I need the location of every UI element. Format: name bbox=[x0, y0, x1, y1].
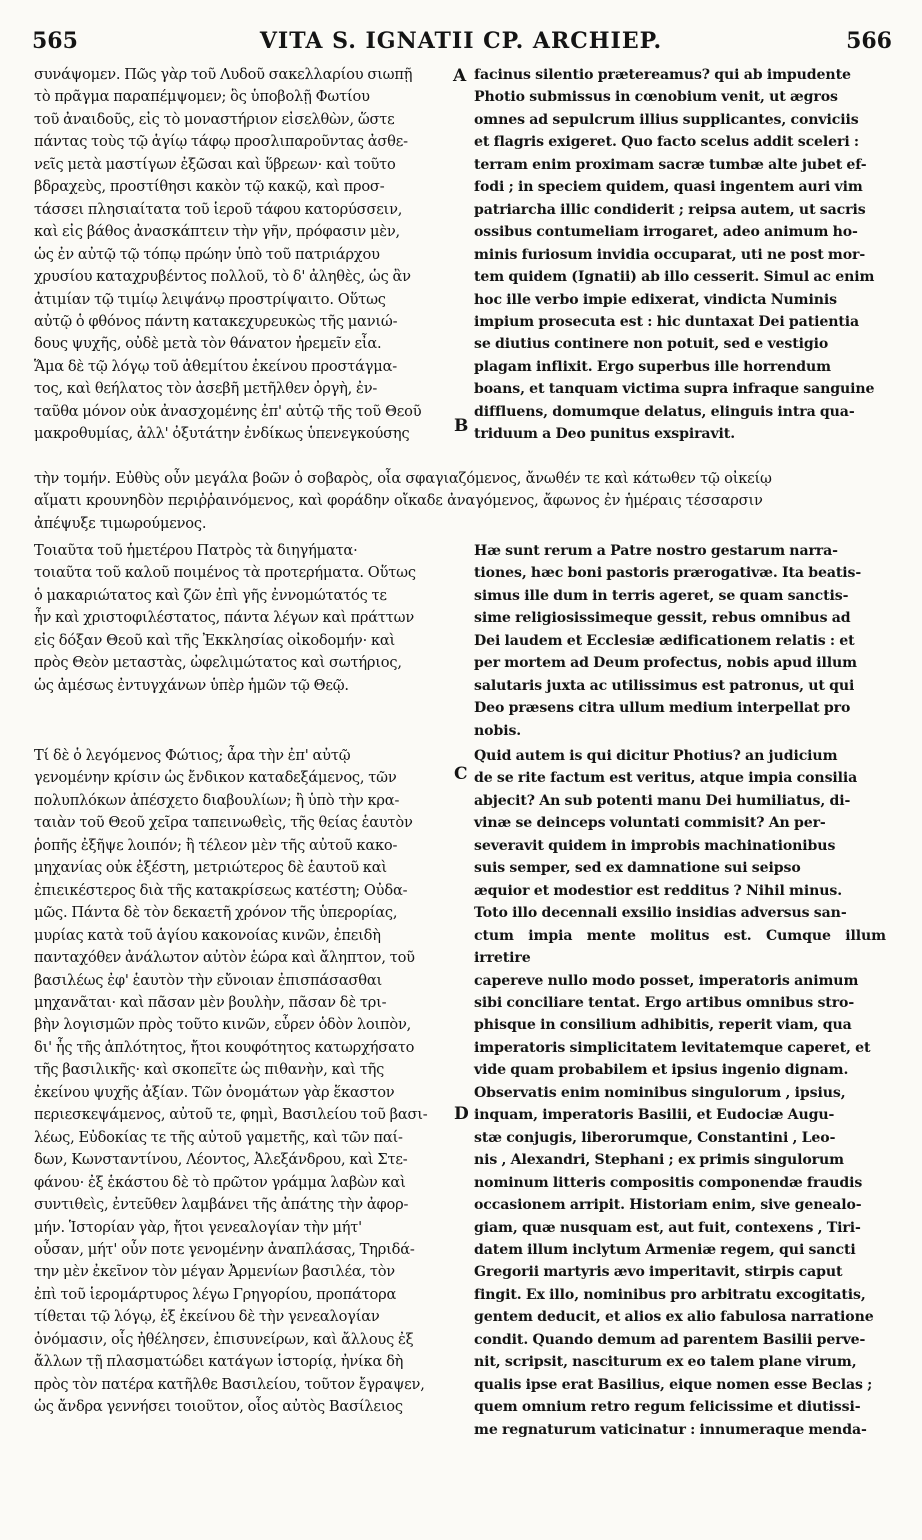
latin-paragraph: Quid autem is qui dicitur Photius? an judicium de se rite factum est veritus, atque impia consilia abjecit? An sub potenti manu Dei humiliatus, di- vinæ se deinceps voluntati commisit? An per- severavit quidem in improbis machinationibus suis semper, sed ex damnatione sui seipso æquior et modestior est redditus ? Nihil minus. Toto illo decennali exsilio insidias adversus san- ctum impia mente molitus est. Cumque illum irretire capereve nullo modo posset, imperatoris animum sibi conciliare tentat. Ergo artibus omnibus stro- phisque in consilium adhibitis, reperit viam, qua imperatoris simplicitatem levitatemque caperet, et vide quam probabilem et ipsius ingenio dignam. Observatis enim nominibus singulorum , ipsius, inquam, imperatoris Basilii, et Eudociæ Augu- stæ conjugis, liberorumque, Constantini , Leo- nis , Alexandri, Stephani ; ex primis singulorum nominum litteris compositis componendæ fraudis occasionem arripit. Historiam enim, sive genealo- giam, quæ nusquam est, aut fuit, contexens , Tiri- datem illum inclytum Armeniæ regem, qui sancti Gregorii martyris ævo imperitavit, stirpis caput fingit. Ex illo, nominibus pro arbitratu excogitatis, gentem deducit, et alios ex alio fabulosa narratione condit. Quando demum ad parentem Basilii perve- nit, scripsit, nasciturum ex eo talem plane virum, qualis ipse erat Basilius, eique nomen esse Beclas ; quem omnium retro regum felicissime et diutissi- me regnaturum vaticinatur : innumeraque menda- bbox=[474, 748, 886, 1438]
greek-column-mid bbox=[34, 540, 454, 697]
margin-marker-c: C bbox=[454, 764, 468, 784]
latin-column-top bbox=[474, 64, 886, 446]
margin-marker-a: A bbox=[453, 66, 467, 86]
greek-paragraph: Τοιαῦτα τοῦ ἡμετέρου Πατρὸς τὰ διηγήματα· τοιαῦτα τοῦ καλοῦ ποιμένος τὰ προτερήματα. Οὕτως ὁ μακαριώτατος καὶ ζῶν ἐπὶ γῆς ἐννομώτατός τε ἦν καὶ χριστοφιλέστατος, πάντα λέγων καὶ πράττων εἰς δόξαν Θεοῦ καὶ τῆς Ἐκκλησίας οἰκοδομήν· καὶ πρὸς Θεὸν μεταστὰς, ὠφελιμώτατος καὶ σωτήριος, ὡς ἀμέσως ἐντυγχάνων ὑπὲρ ἡμῶν τῷ Θεῷ. bbox=[34, 542, 416, 694]
page-number-left: 565 bbox=[32, 28, 78, 54]
latin-column-bottom bbox=[474, 745, 886, 1441]
page-number-right: 566 bbox=[846, 28, 892, 54]
greek-column-top bbox=[34, 64, 454, 446]
greek-paragraph: συνάψομεν. Πῶς γὰρ τοῦ Λυδοῦ σακελλαρίου σιωπῇ τὸ πρᾶγμα παραπέμψομεν; ὃς ὑποβολῇ Φωτίου τοῦ ἀναιδοῦς, εἰς τὸ μοναστήριον εἰσελθὼν, ὥστε πάντας τοὺς τῷ ἁγίῳ τάφῳ προσλιπαροῦντας ἀσθε- νεῖς μετὰ μαστίγων ἐξῶσαι καὶ ὕβρεων· καὶ τοῦτο βδραχεὺς, προστίθησι κακὸν τῷ κακῷ, καὶ προσ- τάσσει πλησιαίτατα τοῦ ἱεροῦ τάφου κατορύσσειν, καὶ εἰς βάθος ἀνασκάπτειν τὴν γῆν, πρόφασιν μὲν, ὡς ἐν αὐτῷ τῷ τόπῳ πρώην ὑπὸ τοῦ πατριάρχου χρυσίου καταχρυβέντος πολλοῦ, τὸ δ' ἀληθὲς, ὡς ἂν ἀτιμίαν τῷ τιμίῳ λειψάνῳ προστρίψαιτο. Οὕτως αὐτῷ ὁ φθόνος πάντη κατακεχυρευκὼς τῆς μανιώ- δους ψυχῆς, οὐδὲ μετὰ τὸν θάνατον ἠρεμεῖν εἶα. Ἅμα δὲ τῷ λόγῳ τοῦ ἀθεμίτου ἐκείνου προστάγμα- τος, καὶ θεήλατος τὸν ἀσεβῆ μετῆλθεν ὀργὴ, ἐν- ταῦθα μόνον οὐκ ἀνασχομένης ἐπ' αὐτῷ τῆς τοῦ Θεοῦ μακροθυμίας, ἀλλ' ὀξυτάτην ἐνδίκως ὑπενεγκούσης bbox=[34, 66, 422, 443]
margin-marker-d: D bbox=[454, 1104, 469, 1124]
greek-full-width: τὴν τομήν. Εὐθὺς οὖν μεγάλα βοῶν ὁ σοβαρὸς, οἷα σφαγιαζόμενος, ἄνωθέν τε καὶ κάτωθεν τῷ οἰκείῳ αἵματι κρουνηδὸν περιῤῥαινόμενος, καὶ φοράδην οἴκαδε ἀναγόμενος, ἄφωνος ἐν ἡμέραις τέσσαρσιν ἀπέψυξε τιμωρούμενος. bbox=[34, 470, 772, 532]
latin-paragraph: facinus silentio prætereamus? qui ab impudente Photio submissus in cœnobium venit, ut ægros omnes ad sepulcrum illius supplicantes, conviciis et flagris exigeret. Quo facto scelus addit sceleri : terram enim proximam sacræ tumbæ alte jubet ef- fodi ; in speciem quidem, quasi ingentem auri vim patriarcha illic condiderit ; reipsa autem, ut sacris ossibus contumeliam irrogaret, adeo animum ho- minis furiosum invidia occuparat, uti ne post mor- tem quidem (Ignatii) ab illo cesserit. Simul ac enim hoc ille verbo impie edixerat, vindicta Numinis impium prosecuta est : hic duntaxat Dei patientia se diutius continere non potuit, sed e vestigio plagam inflixit. Ergo superbus ille horrendum boans, et tanquam victima supra infraque sanguine diffluens, domumque delatus, elinguis intra qua- triduum a Deo punitus exspiravit. bbox=[474, 67, 875, 443]
running-title: VITA S. IGNATII CP. ARCHIEP. bbox=[259, 28, 663, 54]
greek-column-bottom bbox=[34, 745, 454, 1419]
latin-column-mid bbox=[474, 540, 886, 742]
running-header bbox=[0, 10, 922, 54]
latin-paragraph: Hæ sunt rerum a Patre nostro gestarum narra- tiones, hæc boni pastoris prærogativæ. Ita beatis- simus ille dum in terris ageret, se quam sanctis- sime religiosissimeque gessit, rebus omnibus ad Dei laudem et Ecclesiæ ædificationem relatis : et per mortem ad Deum profectus, nobis apud illum salutaris juxta ac utilissimus est patronus, ut qui Deo præsens citra ullum medium interpellat pro nobis. bbox=[474, 543, 862, 739]
margin-marker-b: B bbox=[454, 416, 469, 436]
greek-paragraph: Τί δὲ ὁ λεγόμενος Φώτιος; ἆρα τὴν ἐπ' αὐτῷ γενομένην κρίσιν ὡς ἔνδικον καταδεξάμενος, τῶν πολυπλόκων ἀπέσχετο διαβουλίων; ἢ ὑπὸ τὴν κρα- ταιὰν τοῦ Θεοῦ χεῖρα ταπεινωθεὶς, τῆς θείας ἑαυτὸν ῥοπῆς ἐξῆψε λοιπόν; ἢ τέλεον μὲν τῆς αὐτοῦ κακο- μηχανίας οὐκ ἐξέστη, μετριώτερος δὲ ἑαυτοῦ καὶ ἐπιεικέστερος διὰ τῆς κατακρίσεως κατέστη; Οὐδα- μῶς. Πάντα δὲ τὸν δεκαετῆ χρόνον τῆς ὑπερορίας, μυρίας κατὰ τοῦ ἁγίου κακονοίας κινῶν, ἐπειδὴ πανταχόθεν ἀνάλωτον αὐτὸν ἑώρα καὶ ἄληπτον, τοῦ βασιλέως ἐφ' ἑαυτὸν τὴν εὔνοιαν ἐπισπάσασθαι μηχανᾶται· καὶ πᾶσαν μὲν βουλὴν, πᾶσαν δὲ τρι- βὴν λογισμῶν πρὸς τοῦτο κινῶν, εὗρεν ὁδὸν λοιπὸν, δι' ἧς τῆς ἁπλότητος, ἤτοι κουφότητος κατωρχήσατο τῆς βασιλικῆς· καὶ σκοπεῖτε ὡς πιθανὴν, καὶ τῆς ἐκείνου ψυχῆς ἀξίαν. Τῶν ὀνομάτων γὰρ ἕκαστον περιεσκεψάμενος, αὐτοῦ τε, φημὶ, Βασιλείου τοῦ βασι- λέως, Εὐδοκίας τε τῆς αὐτοῦ γαμετῆς, καὶ τῶν παί- δων, Κωνσταντίνου, Λέοντος, Ἀλεξάνδρου, καὶ Στε- φάνου· ἐξ ἑκάστου δὲ τὸ πρῶτον γράμμα λαβὼν καὶ συντιθεὶς, ἐντεῦθεν λαμβάνει τῆς ἀπάτης τὴν ἀφορ- μήν. Ἱστορίαν γὰρ, ἤτοι γενεαλογίαν τὴν μήτ' οὖσαν, μήτ' οὖν ποτε γενομένην ἀναπλάσας, Τηριδά- την μὲν ἐκεῖνον τὸν μέγαν Ἀρμενίων βασιλέα, τὸν ἐπὶ τοῦ ἱερομάρτυρος λέγω Γρηγορίου, προπάτορα τίθεται τῷ λόγῳ, ἐξ ἐκείνου δὲ τὴν γενεαλογίαν ὀνόμασιν, οἷς ἠθέλησεν, ἐπισυνείρων, καὶ ἄλλους ἐξ ἄλλων τῇ πλασματώδει κατάγων ἱστορίᾳ, ἠνίκα δὴ πρὸς τὸν πατέρα κατῆλθε Βασιλείου, τοῦτον ἔγραψεν, ὡς ἄνδρα γεννήσει τοιοῦτον, οἷος αὐτὸς Βασίλειος bbox=[34, 747, 428, 1416]
